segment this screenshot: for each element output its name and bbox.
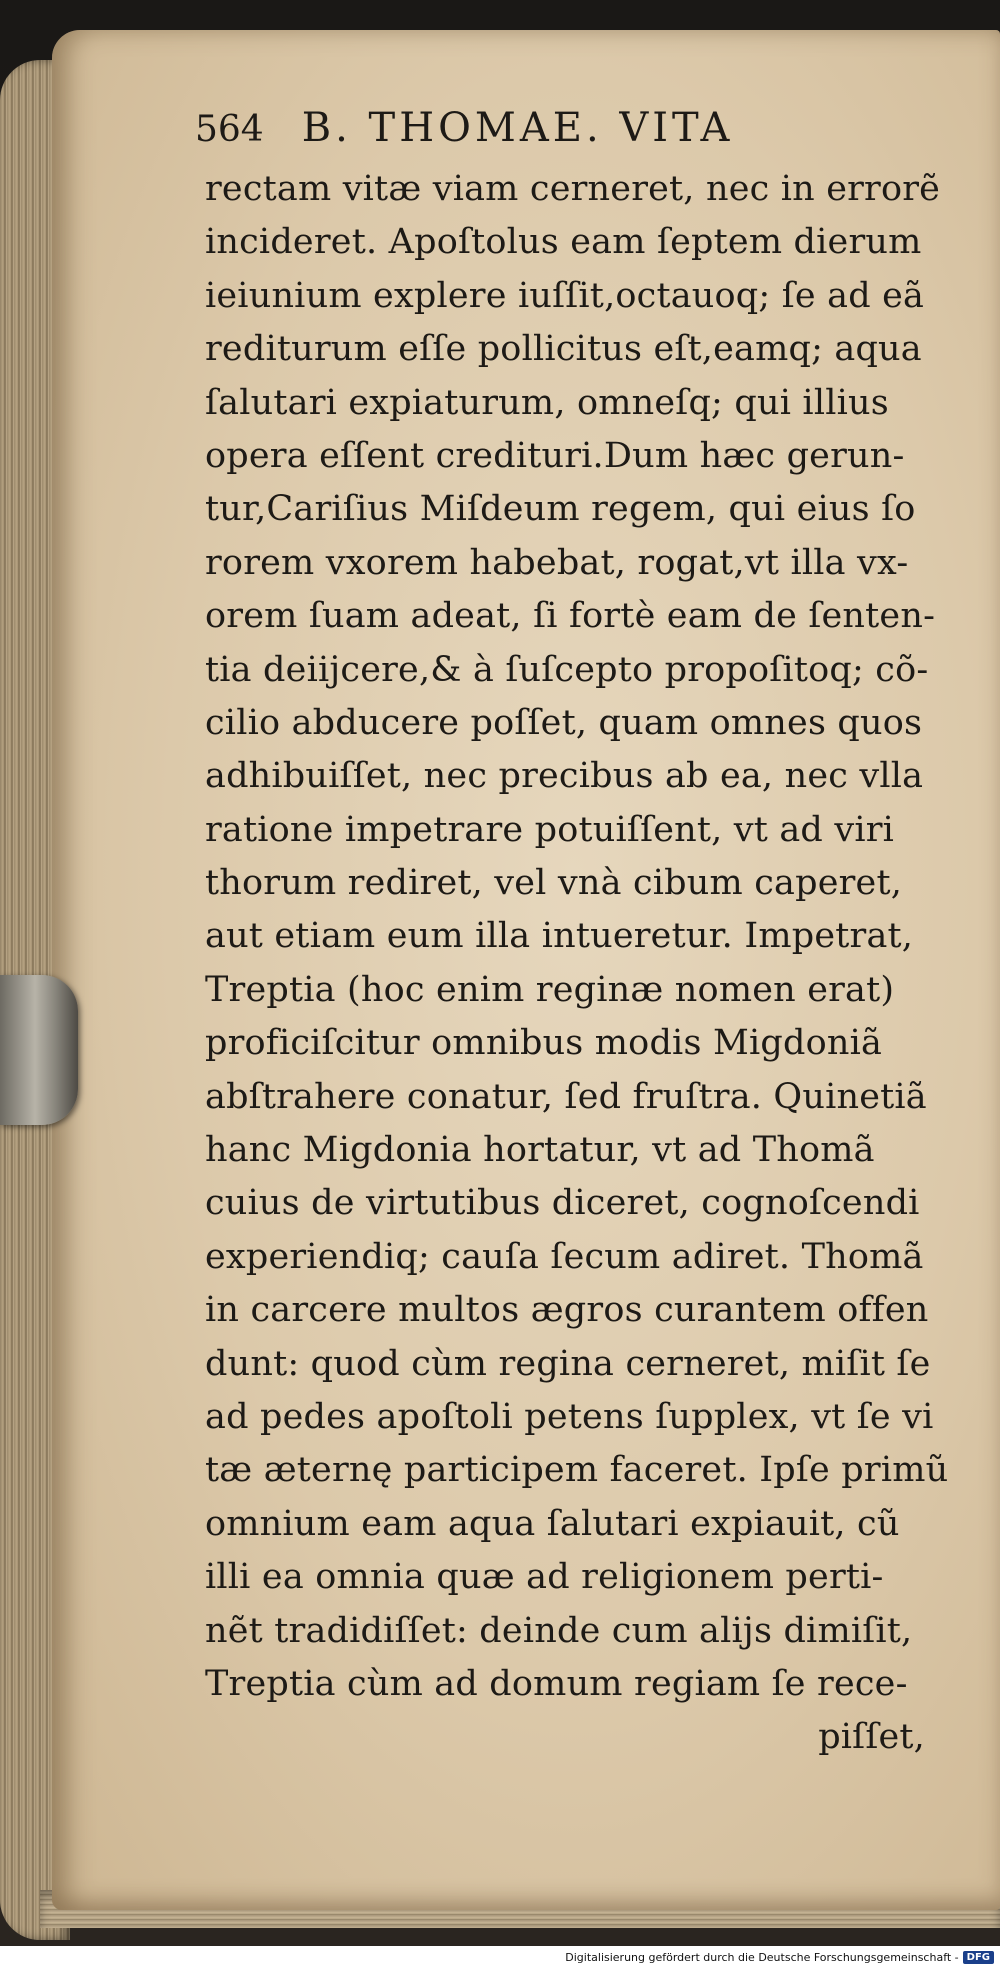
dfg-logo-icon: DFG (963, 1951, 994, 1964)
text-line: experiendiq; cauſa ſecum adiret. Thomã (205, 1236, 924, 1277)
book-clamp (0, 975, 78, 1125)
text-line: nẽt tradidiſſet: deinde cum alijs dimiſit, (205, 1610, 913, 1651)
text-line: in carcere multos ægros curantem offen (205, 1290, 929, 1331)
text-line: Treptia cùm ad domum regiam ſe rece- (205, 1663, 908, 1704)
text-line: tæ æternę participem faceret. Ipſe primũ (205, 1450, 949, 1491)
text-line: opera eſſent credituri.Dum hæc gerun- (205, 435, 905, 476)
text-line: incideret. Apoſtolus eam ſeptem dierum (205, 222, 922, 263)
text-line: rediturum eſſe pollicitus eſt,eamq; aqua (205, 329, 922, 370)
text-line: rorem vxorem habebat, rogat,vt illa vx- (205, 542, 909, 583)
text-line: cuius de virtutibus diceret, cognoſcendi (205, 1183, 920, 1224)
text-line: illi ea omnia quæ ad religionem perti- (205, 1557, 884, 1598)
printed-text-block (195, 105, 965, 1765)
body-text (205, 163, 965, 1765)
text-line: tia deiijcere,& à ſuſcepto propoſitoq; cõ- (205, 649, 929, 690)
text-line: dunt: quod cùm regina cerneret, miſit ſe (205, 1343, 931, 1384)
text-line: tur,Cariſius Miſdeum regem, qui eius ſo (205, 489, 916, 530)
running-head (195, 105, 965, 163)
text-line: hanc Migdonia hortatur, vt ad Thomã (205, 1130, 875, 1171)
text-line: orem ſuam adeat, ſi fortè eam de ſenten- (205, 596, 936, 637)
text-line: thorum rediret, vel vnà cibum caperet, (205, 863, 903, 904)
text-line: omnium eam aqua ſalutari expiauit, cũ (205, 1503, 900, 1544)
text-line: ratione impetrare potuiſſent, vt ad viri (205, 809, 895, 850)
digitization-credit-text: Digitalisierung gefördert durch die Deutsche Forschungsgemeinschaft - (565, 1951, 959, 1964)
text-line: Treptia (hoc enim reginæ nomen erat) (205, 969, 895, 1010)
text-line: proficiſcitur omnibus modis Migdoniã (205, 1023, 883, 1064)
text-line: ieiunium explere iuſſit,octauoq; ſe ad eã (205, 275, 925, 316)
text-line: abſtrahere conatur, ſed fruſtra. Quinetiã (205, 1076, 927, 1117)
text-line: rectam vitæ viam cerneret, nec in errorẽ (205, 169, 941, 209)
text-line: adhibuiſſet, nec precibus ab ea, nec vlla (205, 756, 924, 797)
text-line: cilio abducere poſſet, quam omnes quos (205, 702, 923, 743)
page-number: 564 (195, 109, 264, 150)
text-line: ſalutari expiaturum, omneſq; qui illius (205, 382, 889, 423)
running-head-title: B. THOMAE. VITA (301, 105, 734, 151)
catchword: piſſet, (818, 1717, 925, 1758)
text-line: ad pedes apoſtoli petens ſupplex, vt ſe vi (205, 1396, 934, 1437)
text-line: aut etiam eum illa intueretur. Impetrat, (205, 916, 914, 957)
digitization-credit-bar (0, 1946, 1000, 1969)
